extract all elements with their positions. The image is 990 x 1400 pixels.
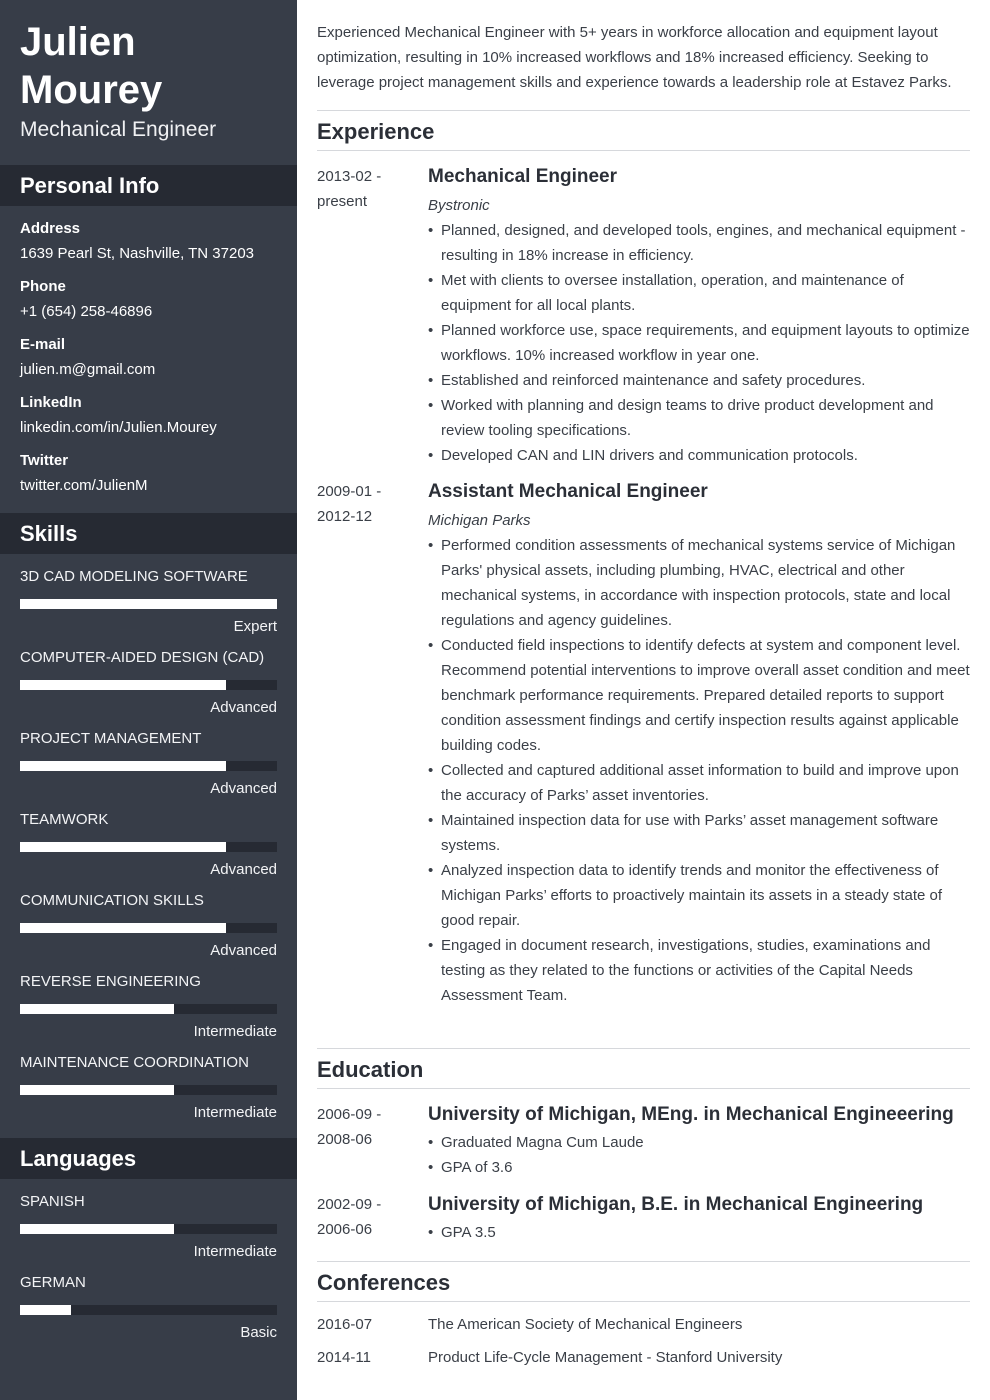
info-value-linkedin[interactable]: linkedin.com/in/Julien.Mourey — [20, 419, 217, 436]
skill-level: Intermediate — [193, 1104, 277, 1121]
first-name: Julien — [20, 20, 136, 64]
language-name: SPANISH — [20, 1193, 85, 1210]
skill-item — [20, 649, 277, 717]
skill-bar-fill — [20, 1085, 174, 1095]
skill-level: Advanced — [210, 942, 277, 959]
experience-entry — [428, 165, 970, 468]
date-start: 2009-01 - — [317, 483, 382, 500]
info-value-email[interactable]: julien.m@gmail.com — [20, 361, 156, 378]
experience-date — [317, 479, 417, 529]
info-label-phone: Phone — [20, 278, 66, 295]
divider — [317, 1261, 970, 1262]
language-bar — [20, 1224, 277, 1234]
skill-item — [20, 811, 277, 879]
bullet-list — [428, 218, 970, 468]
info-value-phone: +1 (654) 258-46896 — [20, 303, 153, 320]
conference-date: 2014-11 — [317, 1349, 371, 1366]
bullet-item: • GPA of 3.6 — [428, 1155, 970, 1180]
experience-date — [317, 164, 417, 214]
divider — [317, 1088, 970, 1089]
skill-bar-fill — [20, 1004, 174, 1014]
date-end: present — [317, 193, 368, 210]
skill-level: Advanced — [210, 699, 277, 716]
date-end: 2006-06 — [317, 1221, 373, 1238]
bullet-item: • Engaged in document research, investigations, studies, examinations and testing as they related to the functions or activities of the Capital Needs Assessment Team. — [428, 933, 970, 1008]
education-entry — [428, 1103, 970, 1180]
company-name: Michigan Parks — [428, 512, 531, 529]
divider — [317, 1048, 970, 1049]
info-label-email: E-mail — [20, 336, 66, 353]
date-end: 2008-06 — [317, 1131, 373, 1148]
skill-item — [20, 568, 277, 636]
personal-info-header — [0, 165, 297, 206]
skill-bar — [20, 842, 277, 852]
language-level: Basic — [240, 1324, 277, 1341]
experience-title: Experience — [317, 119, 435, 144]
skill-item — [20, 730, 277, 798]
skill-item — [20, 973, 277, 1041]
language-bar-fill — [20, 1224, 174, 1234]
bullet-item: • Analyzed inspection data to identify trends and monitor the effectiveness of Michigan Parks’ efforts to proactively maintain its assets in a steady state of good repair. — [428, 858, 970, 933]
skill-bar-fill — [20, 680, 226, 690]
skill-bar — [20, 680, 277, 690]
skill-level: Intermediate — [193, 1023, 277, 1040]
skill-name: TEAMWORK — [20, 811, 109, 828]
candidate-name — [20, 18, 162, 114]
bullet-item: • Established and reinforced maintenance and safety procedures. — [428, 368, 970, 393]
skill-bar — [20, 1004, 277, 1014]
divider — [317, 150, 970, 151]
date-start: 2002-09 - — [317, 1196, 382, 1213]
bullet-item: • Planned, designed, and developed tools, engines, and mechanical equipment - resulting in 18% increase in efficiency. — [428, 218, 970, 268]
skill-name: 3D CAD MODELING SOFTWARE — [20, 568, 248, 585]
bullet-item: • Performed condition assessments of mechanical systems service of Michigan Parks' physical assets, including plumbing, HVAC, electrical and other mechanical systems, in accordance with inspection protocols, state and local regulations and agency guidelines. — [428, 533, 970, 633]
skill-level: Advanced — [210, 861, 277, 878]
skill-bar-fill — [20, 923, 226, 933]
info-label-twitter: Twitter — [20, 452, 69, 469]
degree-title: University of Michigan, B.E. in Mechanical Engineering — [428, 1194, 924, 1215]
language-item — [20, 1274, 277, 1342]
skill-item — [20, 1054, 277, 1122]
skill-bar — [20, 761, 277, 771]
skill-bar-fill — [20, 842, 226, 852]
date-start: 2013-02 - — [317, 168, 382, 185]
conference-name: The American Society of Mechanical Engineers — [428, 1316, 743, 1333]
bullet-item: • GPA 3.5 — [428, 1220, 970, 1245]
bullet-item: • Met with clients to oversee installation, operation, and maintenance of equipment for all local plants. — [428, 268, 970, 318]
bullet-item: • Worked with planning and design teams to drive product development and review tooling specifications. — [428, 393, 970, 443]
bullet-item: • Collected and captured additional asset information to build and improve upon the accuracy of Parks’ asset inventories. — [428, 758, 970, 808]
language-level: Intermediate — [193, 1243, 277, 1260]
bullet-item: • Developed CAN and LIN drivers and communication protocols. — [428, 443, 970, 468]
skill-name: REVERSE ENGINEERING — [20, 973, 201, 990]
conference-name: Product Life-Cycle Management - Stanford University — [428, 1349, 783, 1366]
skill-bar — [20, 1085, 277, 1095]
language-name: GERMAN — [20, 1274, 86, 1291]
skill-bar — [20, 923, 277, 933]
language-bar — [20, 1305, 277, 1315]
skill-name: COMPUTER-AIDED DESIGN (CAD) — [20, 649, 265, 666]
language-item — [20, 1193, 277, 1261]
info-value-address: 1639 Pearl St, Nashville, TN 37203 — [20, 245, 255, 262]
languages-header — [0, 1138, 297, 1179]
info-label-linkedin: LinkedIn — [20, 394, 82, 411]
bullet-list — [428, 533, 970, 1008]
bullet-item: • Maintained inspection data for use with Parks’ asset management software systems. — [428, 808, 970, 858]
skill-name: MAINTENANCE COORDINATION — [20, 1054, 249, 1071]
experience-entry — [428, 480, 970, 1008]
section-title: Personal Info — [20, 173, 160, 198]
skill-name: PROJECT MANAGEMENT — [20, 730, 202, 747]
skill-level: Expert — [233, 618, 277, 635]
date-start: 2006-09 - — [317, 1106, 382, 1123]
education-entry — [428, 1193, 970, 1245]
education-date — [317, 1192, 417, 1242]
job-title: Assistant Mechanical Engineer — [428, 481, 708, 502]
section-title: Languages — [20, 1146, 137, 1171]
skill-bar-fill — [20, 761, 226, 771]
skill-bar-fill — [20, 599, 277, 609]
bullet-item: • Planned workforce use, space requirements, and equipment layouts to optimize workflows. 10% increased workflow in year one. — [428, 318, 970, 368]
job-title: Mechanical Engineer — [428, 166, 618, 187]
bullet-item: • Conducted field inspections to identify defects at system and component level. Recommend potential interventions to improve overall asset condition and meet benchmark performance requirements. Prepared detailed reports to support condition assessment findings and certify inspection results against applicable building codes. — [428, 633, 970, 758]
last-name: Mourey — [20, 68, 163, 112]
bullet-list — [428, 1130, 970, 1180]
info-value-twitter[interactable]: twitter.com/JulienM — [20, 477, 148, 494]
sidebar — [0, 0, 297, 1400]
language-bar-fill — [20, 1305, 71, 1315]
divider — [317, 1301, 970, 1302]
skill-level: Advanced — [210, 780, 277, 797]
conferences-title: Conferences — [317, 1270, 451, 1295]
job-title: Mechanical Engineer — [20, 118, 217, 141]
skill-item — [20, 892, 277, 960]
company-name: Bystronic — [428, 197, 490, 214]
bullet-item: • Graduated Magna Cum Laude — [428, 1130, 970, 1155]
bullet-list — [428, 1220, 970, 1245]
education-title: Education — [317, 1057, 424, 1082]
skill-name: COMMUNICATION SKILLS — [20, 892, 204, 909]
conference-date: 2016-07 — [317, 1316, 373, 1333]
degree-title: University of Michigan, MEng. in Mechanical Engineeering — [428, 1104, 954, 1125]
info-label-address: Address — [20, 220, 81, 237]
skill-bar — [20, 599, 277, 609]
date-end: 2012-12 — [317, 508, 373, 525]
education-date — [317, 1102, 417, 1152]
divider — [317, 110, 970, 111]
summary: Experienced Mechanical Engineer with 5+ years in workforce allocation and equipment layout optimization, resulting in 10% increased workflows and 18% increased efficiency. Seeking to leverage project management skills and experience towards a leadership role at Estavez Parks. — [317, 24, 952, 91]
skills-header — [0, 513, 297, 554]
section-title: Skills — [20, 521, 78, 546]
